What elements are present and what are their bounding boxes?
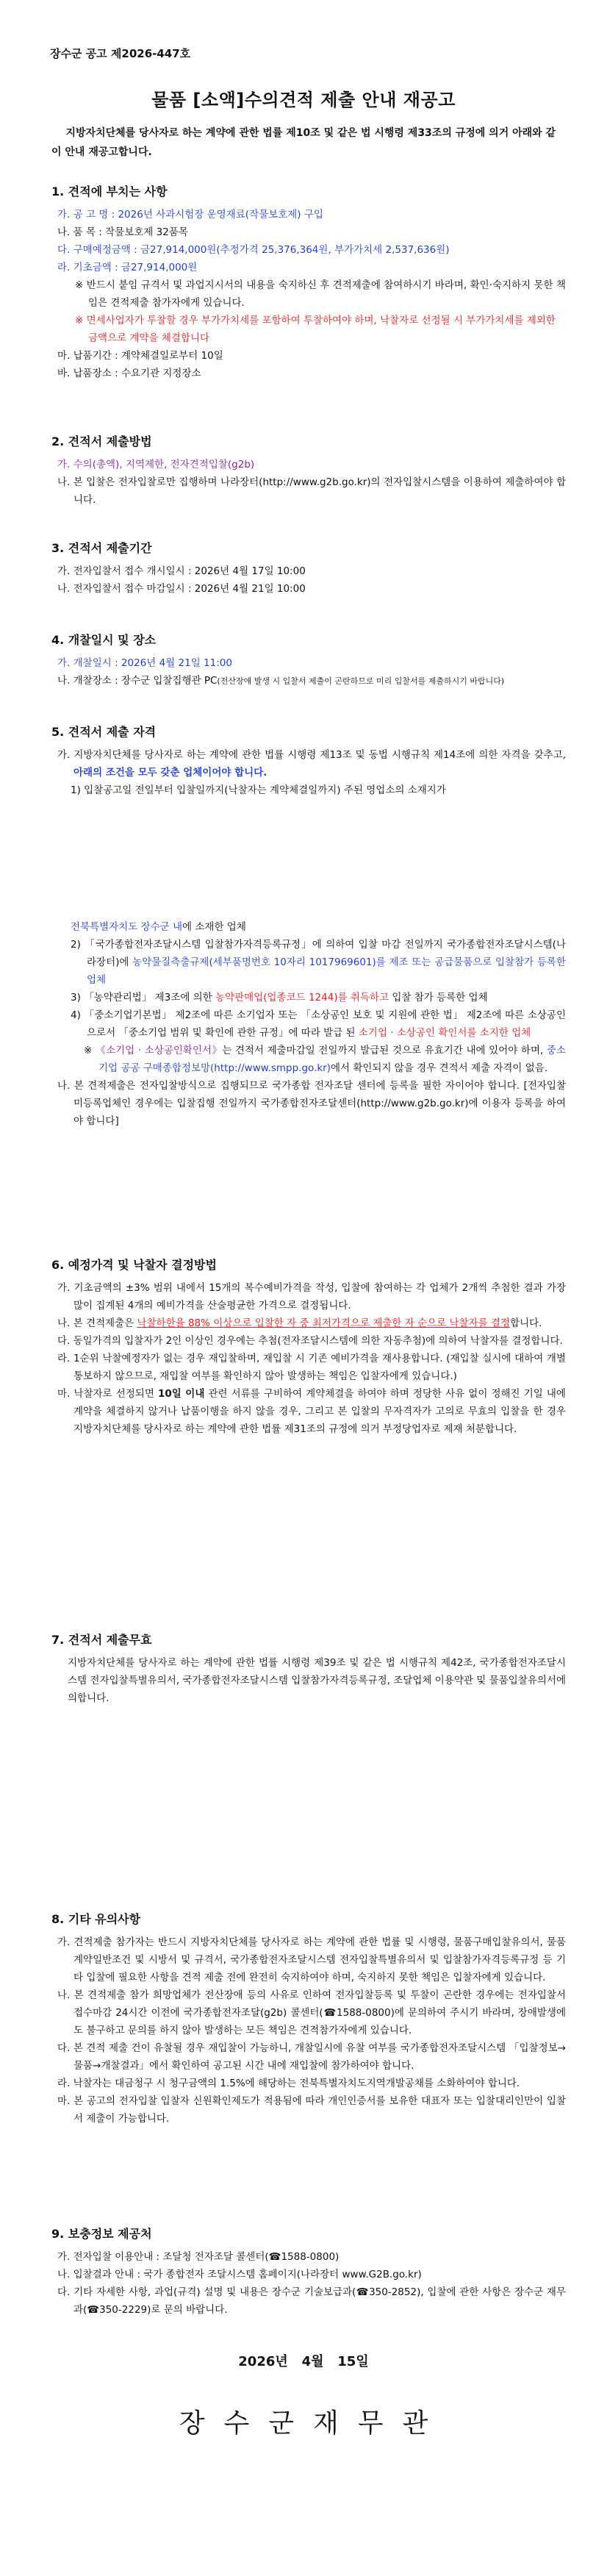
item-delivery-place: 바. 납품장소 : 수요기관 지정장소 [57, 368, 201, 379]
price-rebid: 라. 1순위 낙찰예정자가 없는 경우 재입찰하며, 재입찰 시 기존 예비가격을 재사용합니다. (재입찰 실시에 대하여 개별통보하지 않으므로, 재입찰 여부를 확인하지 않아 발생하는 책임은 입찰자에게 있습니다.) [57, 1353, 566, 1382]
item-product: 나. 품 목 : 작물보호제 32품목 [57, 226, 188, 238]
section-title: 3. 견적서 제출기간 [51, 541, 152, 555]
opening-datetime: 가. 개찰일시 : 2026년 4월 21일 11:00 [57, 657, 232, 669]
price-contract [51, 1385, 566, 1438]
section-title: 7. 견적서 제출무효 [51, 1633, 152, 1647]
section-opening [51, 632, 566, 690]
item-base-amount: 라. 기초금액 : 금27,914,000원 [57, 262, 198, 273]
condition-registration-text: 2) 「국가종합전자조달시스템 입찰참가자격등록규정」에 의하여 입찰 마감 전일까지 국가종합전자조달시스템(나라장터)에 [71, 939, 566, 968]
condition-location-cont [51, 918, 566, 936]
item-planned-amount: 다. 구매예정금액 : 금27,914,000원(추정가격 25,376,364원, 부가가치세 2,537,636원) [57, 244, 450, 256]
notes-rebid: 다. 본 견적 제출 건이 유찰될 경우 재입찰이 가능하니, 개찰일시에 유찰 여부를 국가종합전자조달시스템 「입찰정보→물품→개찰결과」에서 확인하여 공고된 시간 내에 재입찰에 참가하여야 합니다. [57, 2042, 566, 2072]
condition-pesticide [51, 989, 566, 1006]
price-contract-a: 마. 낙찰자로 선정되면 [57, 1388, 158, 1400]
item-delivery-period: 마. 납품기간 : 계약체결일로부터 10일 [57, 350, 223, 362]
item-notice-name: 가. 공 고 명 : 2026년 사과시험장 운영재료(작물보호제) 구입 [57, 209, 323, 221]
section-title: 2. 견적서 제출방법 [51, 434, 152, 448]
notes-identity: 마. 본 공고의 전자입찰 입찰자 신원확인제도가 적용됨에 따라 개인인증서를 보유한 대표자 또는 입찰대리인만이 입찰서 제출이 가능합니다. [57, 2095, 566, 2125]
section-quote-items [51, 184, 566, 382]
section-title: 8. 기타 유의사항 [51, 1912, 141, 1926]
note-specification: ※ 반드시 붙임 규격서 및 과업지시서의 내용을 숙지하신 후 견적제출에 참여하시기 바라며, 확인·숙지하지 못한 책임은 견적제출 참가자에게 있습니다. [75, 279, 566, 309]
note-mark: ※ [84, 1045, 96, 1056]
condition-location-end: 에 소재한 업체 [182, 921, 246, 933]
condition-pesticide-a: 3) 「농약관리법」 제3조에 의한 [71, 992, 216, 1003]
condition-location-text: 1) 입찰공고일 전일부터 입찰일까지(낙찰자는 계약체결일까지) 주된 영업소의 소재지가 [71, 784, 446, 796]
qualification-g2b: 나. 본 견적제출은 전자입찰방식으로 집행되므로 국가종합 전자조달 센터에 등록을 필한 자이어야 합니다. [전자입찰 미등록업체인 경우에는 입찰집행 전일까지 국가종합전자조달센터(http://www.g2b.go.kr)에 이용자 등록을 하여야 합니다] [57, 1080, 566, 1127]
blank-space [51, 799, 566, 918]
section-title: 5. 견적서 제출 자격 [51, 725, 157, 739]
qualification-general [51, 746, 566, 781]
intro-paragraph [51, 124, 558, 162]
section-title: 1. 견적에 부치는 사항 [51, 185, 168, 198]
contact-results: 나. 입찰결과 안내 : 국가 종합전자 조달시스템 홈페이지(나라장터 www.G2B.go.kr) [57, 2269, 422, 2280]
price-base: 가. 기초금액의 ±3% 범위 내에서 15개의 복수예비가격을 작성, 입찰에 참여하는 각 업체가 2개씩 추첨한 결과 가장 많이 집계된 4개의 예비가격을 산술평균한 가격으로 결정됩니다. [57, 1282, 566, 1312]
section-price-decision [51, 1257, 566, 1438]
section-invalid [51, 1632, 566, 1707]
section-title: 4. 개찰일시 및 장소 [51, 633, 157, 647]
section-submit-method [51, 434, 566, 509]
price-lower-limit-rule: 낙찰하한율 88% 이상으로 입찰한 자 중 최저가격으로 제출한 자 순으로 낙찰자를 결정 [137, 1317, 511, 1329]
notice-date: 2026년 4월 15일 [238, 2354, 369, 2369]
notice-number: 장수군 공고 제2026-447호 [50, 47, 191, 60]
price-tie: 다. 동일가격의 입찰자가 2인 이상인 경우에는 추첨(전자조달시스템에 의한 자동추첨)에 의하여 낙찰자를 결정합니다. [57, 1335, 563, 1347]
condition-registration [51, 936, 566, 989]
page-title: 물품 [소액]수의견적 제출 안내 재공고 [151, 90, 456, 110]
price-lower-limit [51, 1314, 566, 1332]
issuer-signature: 장수군재무관 [179, 2408, 448, 2439]
period-start: 가. 전자입찰서 접수 개시일시 : 2026년 4월 17일 10:00 [57, 565, 306, 577]
section-title: 6. 예정가격 및 낙찰자 결정방법 [51, 1258, 217, 1272]
condition-location [51, 781, 566, 799]
condition-cert-note [51, 1042, 566, 1077]
method-type: 가. 수의(총액), 지역제한, 전자견적입찰(g2b) [57, 459, 255, 471]
price-lower-limit-b: 합니다. [510, 1317, 542, 1329]
price-lower-limit-a: 나. 본 견적제출은 [57, 1317, 137, 1329]
invalid-body: 지방자치단체를 당사자로 하는 계약에 관한 법률 시행령 제39조 및 같은 법 시행규칙 제42조, 국가종합전자조달시스템 전자입찰특별유의서, 국가종합전자조달시스템 입찰참가자격등록규정, 조달업체 이용약관 및 물품입찰유의서에 의합니다. [68, 1657, 566, 1704]
opening-place [51, 672, 566, 690]
notes-compliance: 가. 견적제출 참가자는 반드시 지방자치단체를 당사자로 하는 계약에 관한 법률 및 시행령, 물품구매입찰유의서, 물품계약일반조건 및 시방서 및 규격서, 국가종합전자조달시스템 전자입찰특별유의서 및 입찰참가자격등록규정 등 기타 입찰에 필요한 사항을 견적 제출 전에 완전히 숙지하여야 하며, 숙지하지 못한 책임은 입찰자에게 있습니다. [57, 1936, 566, 1983]
period-end: 나. 전자입찰서 접수 마감일시 : 2026년 4월 21일 10:00 [57, 583, 306, 595]
intro-text: 지방자치단체를 당사자로 하는 계약에 관한 법률 제10조 및 같은 법 시행령 제33조의 규정에 의거 아래와 같이 안내 재공고합니다. [51, 127, 556, 158]
condition-small-business-text: 4) 「중소기업기본법」 제2조에 따른 소기업자 또는 「소상공인 보호 및 지원에 관한 법」 제2조에 따른 소상공인으로서 「중소기업 범위 및 확인에 관한 규정」에 따라 발급 된 [71, 1009, 566, 1039]
note-cert-text: 는 견적서 제출마감일 전일까지 발급된 것으로 유효기간 내에 있어야 하며, [222, 1045, 547, 1056]
note-cert-end: 에서 확인되지 않을 경우 견적서 제출 자격이 없음. [330, 1062, 548, 1074]
qualification-all-conditions: 아래의 조건을 모두 갖춘 업체이어야 합니다. [73, 767, 267, 779]
section-submit-period [51, 540, 566, 598]
notes-bond: 라. 낙찰자는 대금청구 시 청구금액의 1.5%에 해당하는 전북특별자치도지역개발공채를 소화하여야 합니다. [57, 2078, 520, 2089]
method-electronic: 나. 본 입찰은 전자입찰로만 집행하며 나라장터(http://www.g2b.go.kr)의 전자입찰시스템을 이용하여 제출하여야 합니다. [57, 476, 566, 506]
qualification-general-text: 가. 지방자치단체를 당사자로 하는 계약에 관한 법률 시행령 제13조 및 동법 시행규칙 제14조에 의한 자격을 갖추고, [57, 749, 566, 761]
condition-location-region: 전북특별자치도 장수군 내 [71, 921, 183, 933]
notes-system-failure: 나. 본 견적제출 참가 희망업체가 전산장애 등의 사유로 인하여 전자입찰등록 및 투찰이 곤란한 경우에는 전자입찰서 접수마감 24시간 이전에 국가종합전자조달(g2b) 콜센터(☎1588-0800)에 문의하여 주시기 바라며, 장애발생에도 불구하고 문의를 하지 않아 발생하는 모든 책임은 견적참가자에게 있습니다. [57, 1989, 566, 2036]
condition-registration-item: 농약물질측출규제(세부품명번호 10자리 1017969601)를 제조 또는 공급물품으로 입찰참가 등록한 업체 [87, 956, 566, 986]
note-cert-site: 중소기업 공공 구매종합정보망(http://www.smpp.go.kr) [98, 1045, 566, 1074]
condition-small-business [51, 1006, 566, 1042]
price-contract-days: 10일 이내 [157, 1388, 205, 1400]
section-contacts [51, 2226, 566, 2319]
section-qualification [51, 724, 566, 1130]
contact-callcenter: 가. 전자입찰 이용안내 : 조달청 전자조달 콜센터(☎1588-0800) [57, 2251, 340, 2263]
contact-departments: 다. 기타 자세한 사항, 과업(규격) 설명 및 내용은 장수군 기술보급과(☎350-2852), 입찰에 관한 사항은 장수군 재무과(☎350-2229)로 문의 바랍니다. [57, 2286, 566, 2316]
condition-pesticide-b: 농약판매업(업종코드 1244)를 취득하고 [215, 992, 389, 1003]
opening-place-note: (전산장애 발생 시 입찰서 제출이 곤란하므로 미리 입찰서를 제출하시기 바랍니다) [217, 676, 505, 686]
section-notes [51, 1911, 566, 2128]
price-contract-c: 관련 서류를 구비하여 계약체결을 하여야 하며 정당한 사유 없이 정해진 기일 내에 계약을 체결하지 않거나 납품이행을 하지 않을 경우, 그리고 본 입찰의 무자격자가 고의로 무효의 입찰을 한 경우 지방자치단체를 당사자로 하는 계약에 관한 법률 제31조의 규정에 의거 부정당업자로 제재 처분합니다. [73, 1388, 566, 1435]
opening-place-text: 나. 개찰장소 : 장수군 입찰집행관 PC [57, 675, 218, 687]
note-tax-exempt: ※ 면세사업자가 투찰할 경우 부가가치세를 포함하여 투찰하여야 하며, 낙찰자로 선정될 시 부가가치세를 제외한 금액으로 계약을 체결합니다 [75, 315, 556, 344]
section-title: 9. 보충정보 제공처 [51, 2227, 152, 2241]
condition-small-business-cert: 소기업 · 소상공인 확인서를 소지한 업체 [358, 1027, 531, 1039]
note-cert-name: 《소기업 · 소상공인확인서》 [96, 1045, 223, 1056]
condition-pesticide-c: 입찰 참가 등록한 업체 [389, 992, 488, 1003]
